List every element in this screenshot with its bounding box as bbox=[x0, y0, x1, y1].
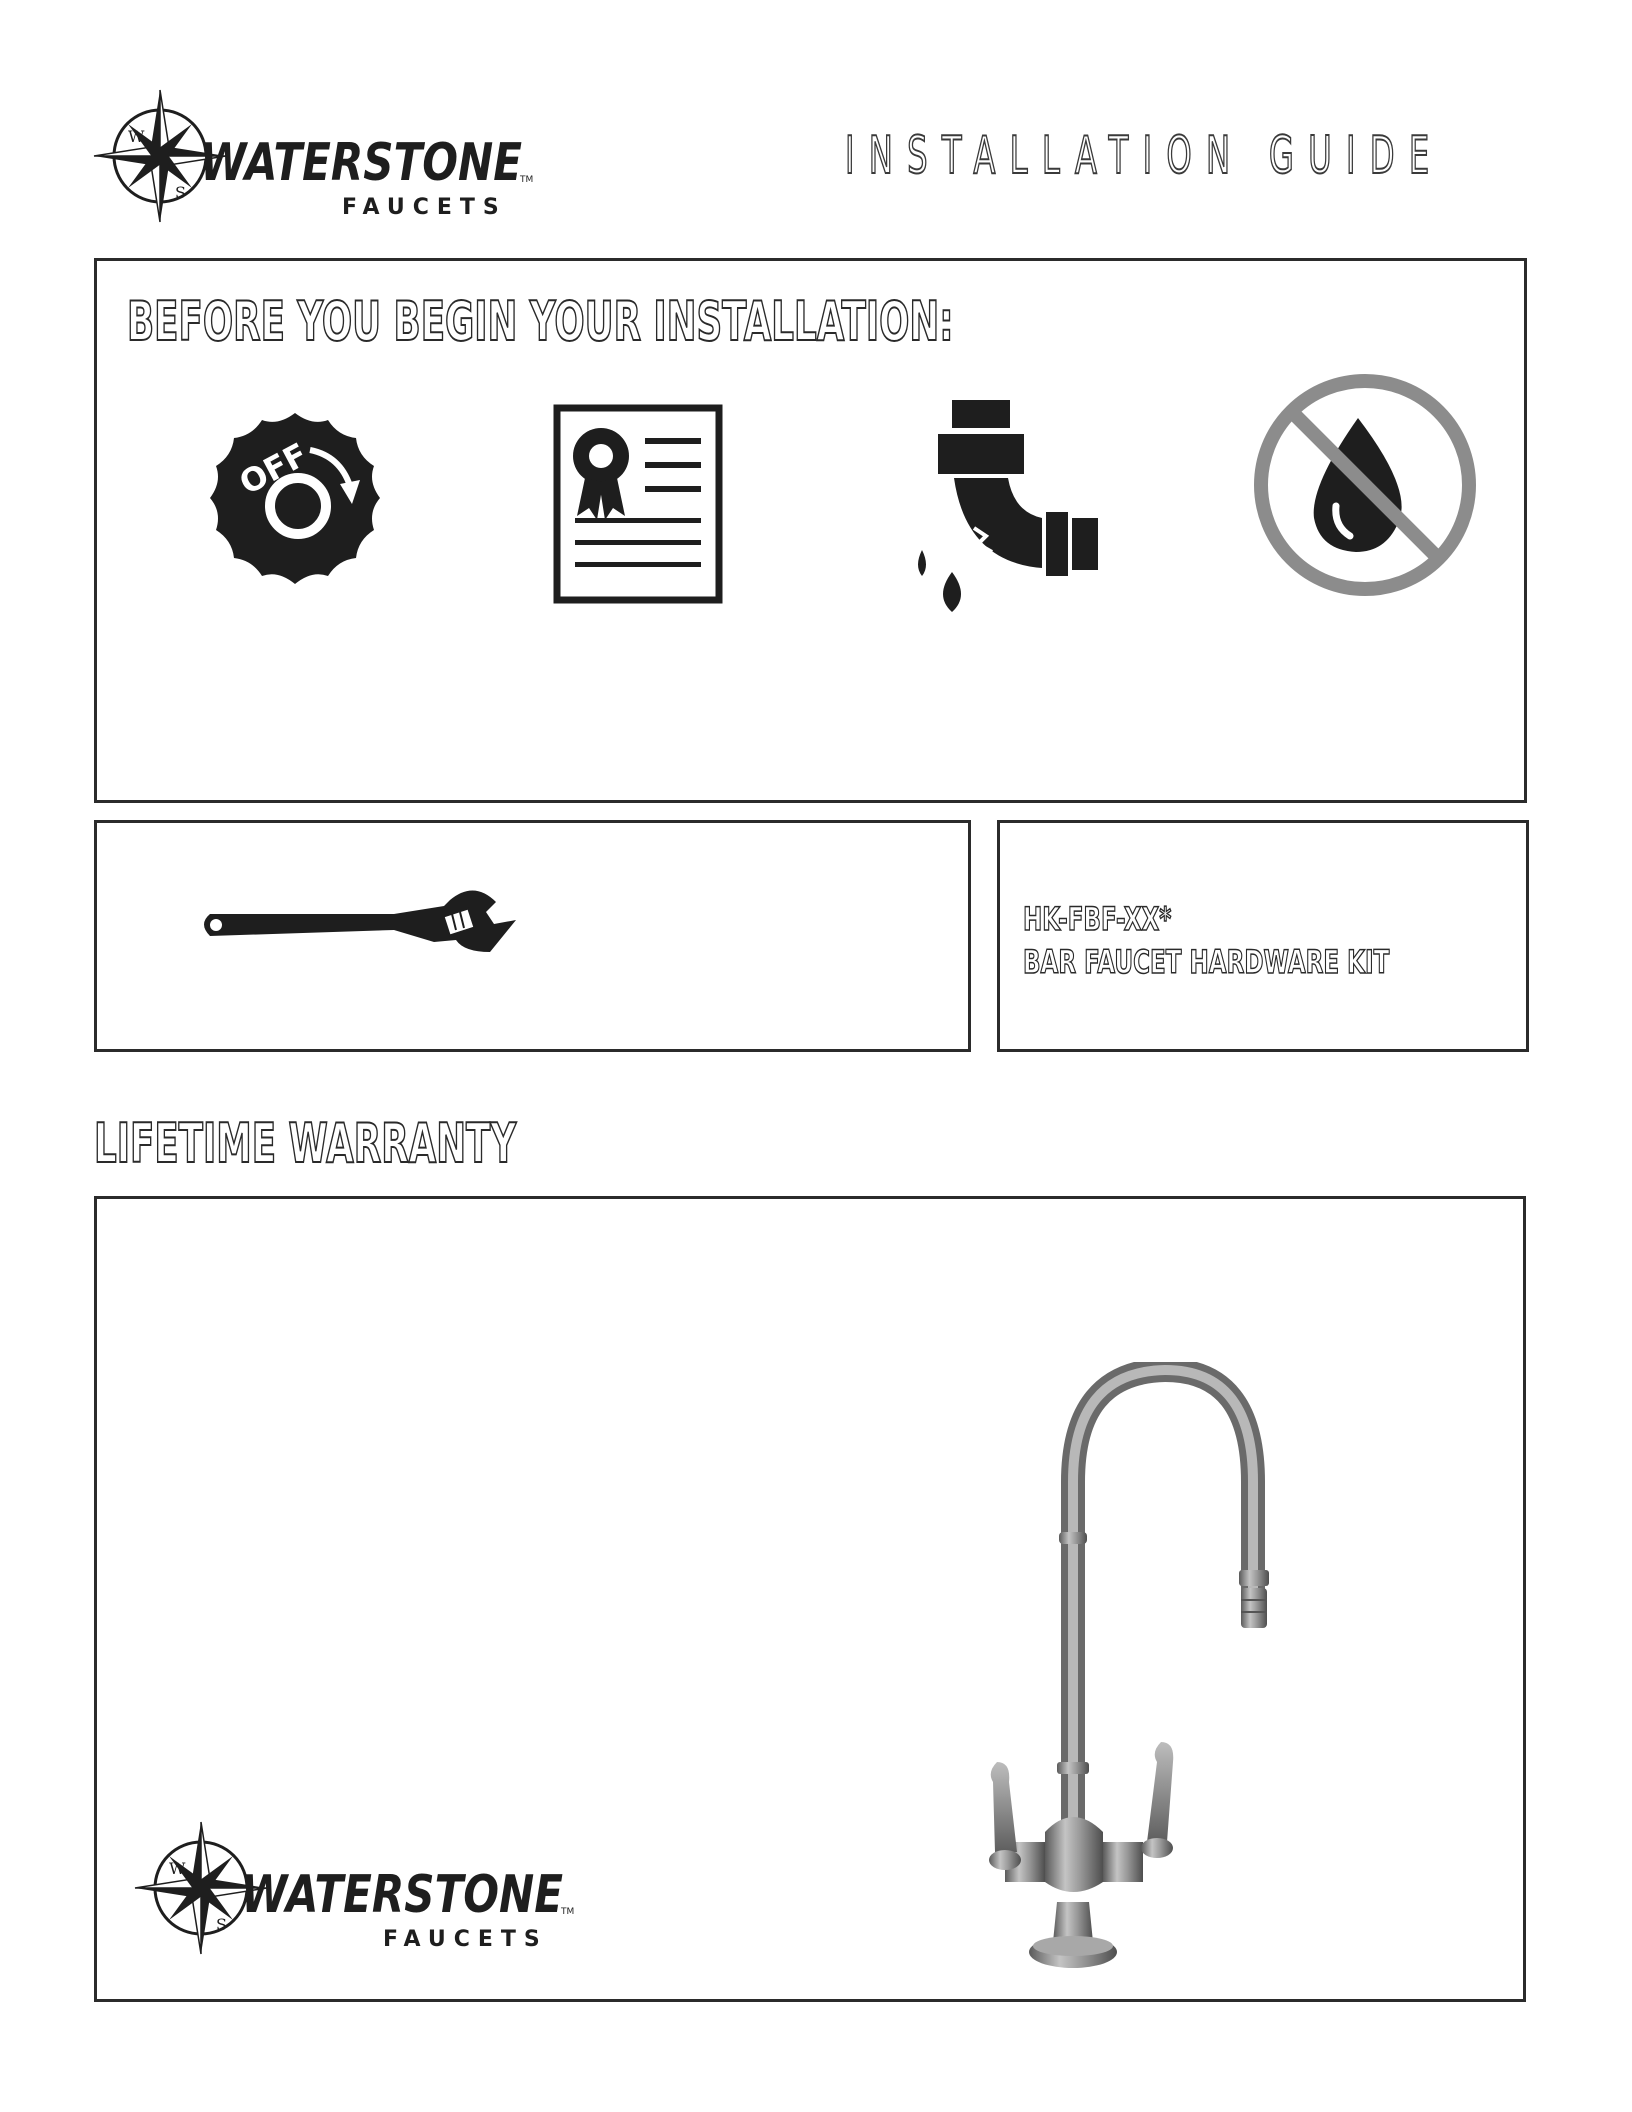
kit-code: HK-FBF-XX* bbox=[1023, 900, 1172, 938]
waterstone-logo bbox=[92, 88, 542, 228]
svg-text:S: S bbox=[175, 183, 186, 202]
leaking-pipe-icon bbox=[902, 400, 1102, 625]
bar-faucet-image bbox=[985, 1362, 1345, 1982]
adjustable-wrench-icon bbox=[194, 880, 516, 970]
before-heading: BEFORE YOU BEGIN YOUR INSTALLATION: bbox=[127, 290, 954, 353]
footer-brand-sub: FAUCETS bbox=[383, 1927, 548, 1952]
brand-sub: FAUCETS bbox=[342, 195, 507, 220]
svg-text:W: W bbox=[128, 127, 145, 146]
svg-text:TM: TM bbox=[561, 1907, 575, 1917]
svg-text:S: S bbox=[216, 1915, 227, 1934]
svg-text:OFF: OFF bbox=[233, 435, 314, 503]
warranty-heading: LIFETIME WARRANTY bbox=[94, 1112, 517, 1175]
svg-text:W: W bbox=[169, 1859, 186, 1878]
svg-text:TM: TM bbox=[520, 175, 534, 185]
waterstone-footer-logo bbox=[133, 1820, 583, 1960]
brand-name: WATERSTONE bbox=[200, 133, 522, 193]
certificate-document-icon bbox=[553, 404, 723, 604]
footer-brand-name: WATERSTONE bbox=[241, 1865, 563, 1925]
page-title: INSTALLATION GUIDE bbox=[845, 126, 1444, 186]
water-shutoff-off-icon bbox=[200, 408, 390, 598]
no-water-icon bbox=[1250, 370, 1480, 600]
kit-name: BAR FAUCET HARDWARE KIT bbox=[1023, 943, 1390, 981]
